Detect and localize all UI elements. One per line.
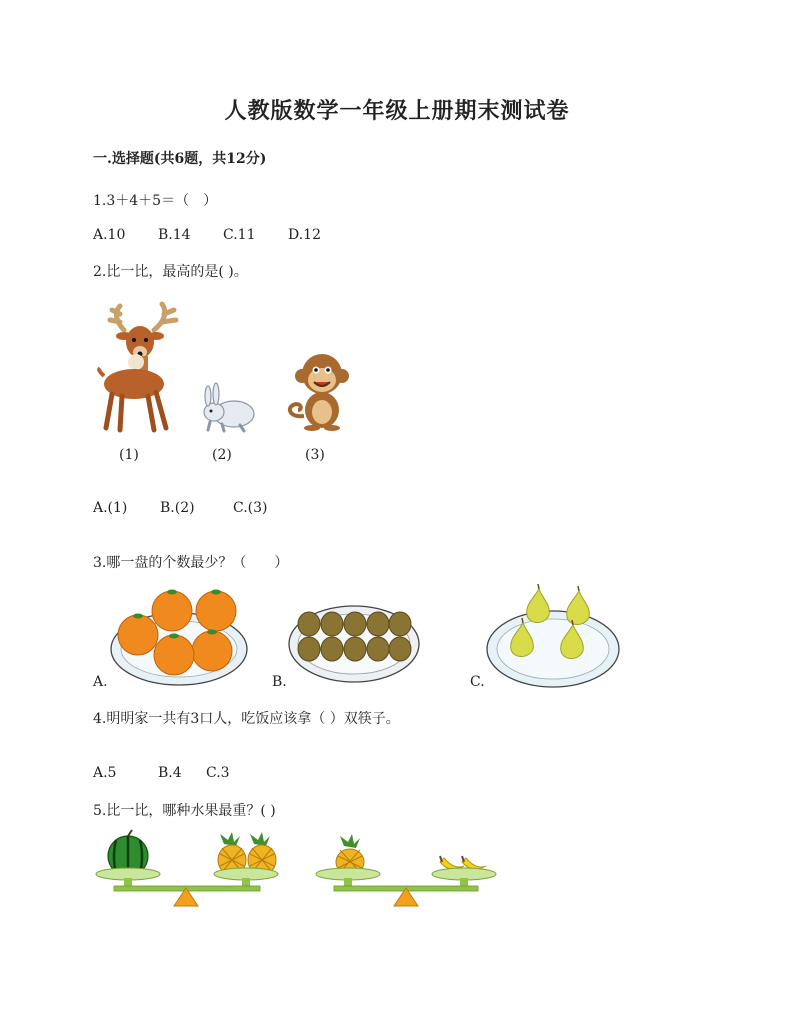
question-1-option-a: A.10 bbox=[93, 227, 126, 243]
balance-watermelon-pineapples-image bbox=[94, 832, 280, 908]
question-4-option-c: C.3 bbox=[206, 765, 230, 781]
kiwi-plate-image bbox=[287, 602, 421, 686]
question-4-option-a: A.5 bbox=[93, 765, 117, 781]
image-label-3: (3) bbox=[305, 447, 325, 463]
plate-label-c: C. bbox=[470, 674, 485, 690]
question-4-stem: 4.明明家一共有3口人，吃饭应该拿（ ）双筷子。 bbox=[93, 711, 400, 727]
orange-plate-image bbox=[108, 585, 250, 687]
monkey-image bbox=[286, 350, 352, 432]
question-2-option-a: A.(1) bbox=[93, 500, 128, 516]
pear-plate-image bbox=[485, 585, 621, 689]
question-1-option-c: C.11 bbox=[223, 227, 256, 243]
question-3-stem: 3.哪一盘的个数最少？（ ） bbox=[93, 555, 289, 571]
question-1-option-d: D.12 bbox=[288, 227, 321, 243]
question-2-option-c: C.(3) bbox=[233, 500, 268, 516]
plate-label-b: B. bbox=[272, 674, 287, 690]
question-2-option-b: B.(2) bbox=[160, 500, 195, 516]
image-label-1: (1) bbox=[119, 447, 139, 463]
deer-image bbox=[96, 300, 188, 435]
question-4-option-b: B.4 bbox=[158, 765, 182, 781]
question-1-option-b: B.14 bbox=[158, 227, 191, 243]
question-2-stem: 2.比一比，最高的是( )。 bbox=[93, 264, 248, 280]
section-heading: 一.选择题(共6题，共12分) bbox=[93, 151, 267, 167]
image-label-2: (2) bbox=[212, 447, 232, 463]
question-1-stem: 1.3＋4＋5＝（ ） bbox=[93, 193, 218, 209]
balance-pineapple-bananas-image bbox=[312, 840, 498, 908]
question-5-stem: 5.比一比，哪种水果最重？( ) bbox=[93, 803, 276, 819]
page-title: 人教版数学一年级上册期末测试卷 bbox=[224, 98, 570, 124]
rabbit-image bbox=[200, 382, 258, 434]
plate-label-a: A. bbox=[93, 674, 108, 690]
